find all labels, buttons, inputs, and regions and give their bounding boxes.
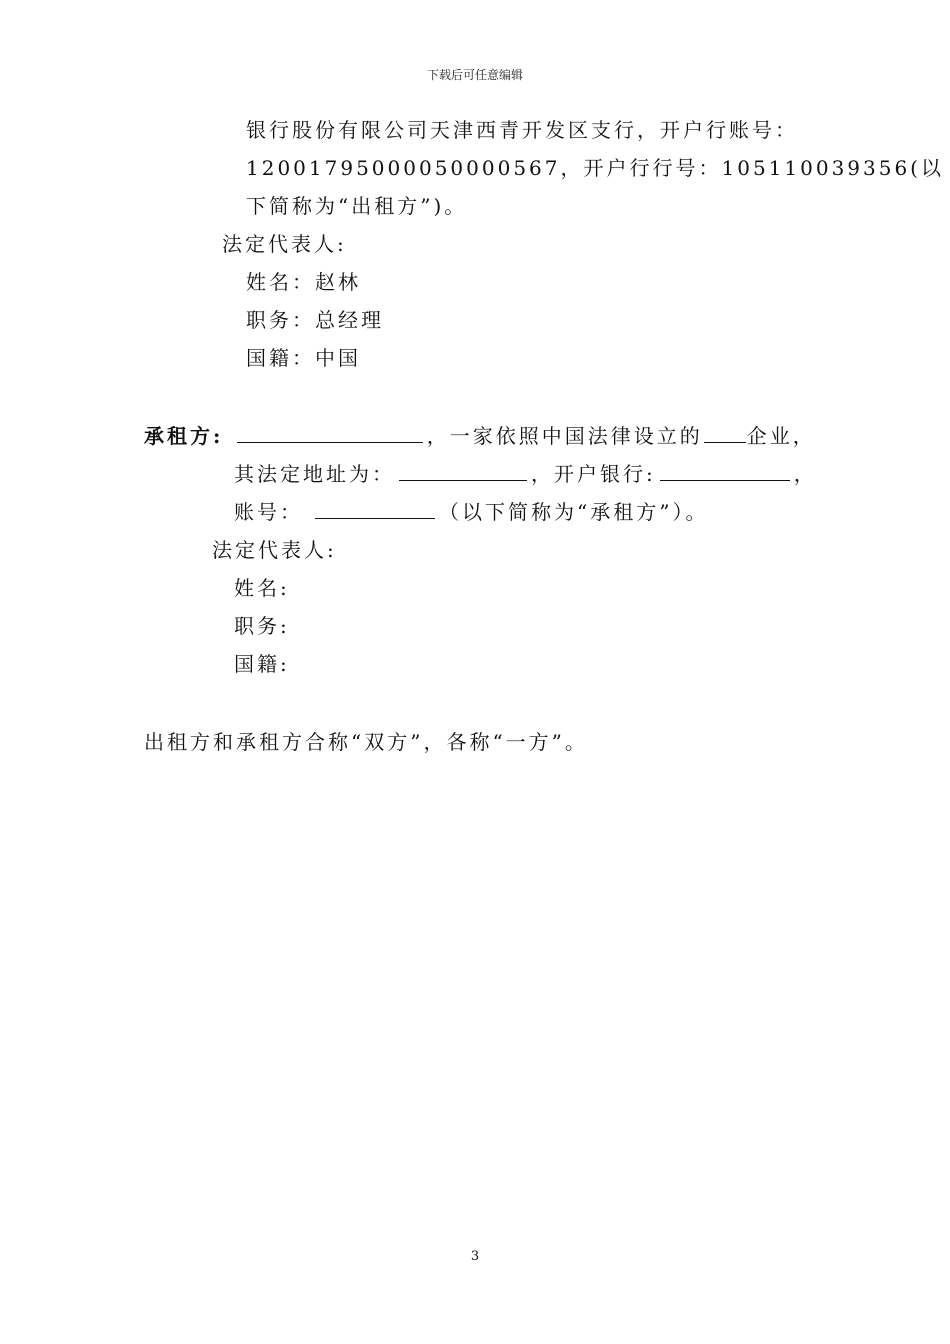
lessor-representative-label: 法定代表人: bbox=[222, 232, 347, 256]
page-header: 下载后可任意编辑 bbox=[426, 68, 523, 82]
lessee-nationality-label: 国籍: bbox=[234, 652, 290, 676]
lessee-account-blank[interactable] bbox=[315, 500, 435, 519]
lessee-representative-label: 法定代表人: bbox=[212, 538, 337, 562]
lessor-bank-line-2: 12001795000050000567，开户行行号：105110039356(以 bbox=[246, 156, 944, 180]
lessee-bank-label: ，开户银行: bbox=[531, 462, 656, 486]
lessor-bank-line-1: 银行股份有限公司天津西青开发区支行，开户行账号： bbox=[246, 118, 798, 142]
lessee-account-label: 账号： bbox=[234, 500, 303, 524]
lessee-label: 承租方: bbox=[144, 424, 224, 448]
lessee-address-label: 其法定地址为： bbox=[234, 462, 395, 486]
lessor-bank-line-3: 下简称为“出租方”)。 bbox=[246, 194, 468, 218]
lessee-name-label: 姓名: bbox=[234, 576, 290, 600]
lessee-line-1 bbox=[144, 424, 816, 448]
lessor-name: 姓名：赵林 bbox=[246, 270, 361, 294]
lessee-title-label: 职务: bbox=[234, 614, 290, 638]
lessor-title: 职务：总经理 bbox=[246, 308, 384, 332]
lessee-bank-blank[interactable] bbox=[660, 462, 790, 481]
lessee-line-2-end: ， bbox=[793, 462, 817, 486]
lessee-line-3 bbox=[234, 500, 708, 524]
lessee-line-2 bbox=[234, 462, 817, 486]
lessee-line-3-end: （以下简称为“承租方”）。 bbox=[439, 500, 709, 524]
lessee-name-blank[interactable] bbox=[237, 424, 423, 443]
lessee-address-blank[interactable] bbox=[399, 462, 527, 481]
lessee-line-1-end: 企业， bbox=[746, 424, 816, 448]
enterprise-type-blank[interactable] bbox=[704, 424, 746, 443]
page-number: 3 bbox=[470, 1249, 480, 1264]
lessee-line-1-text: ，一家依照中国法律设立的 bbox=[426, 424, 703, 448]
closing-statement: 出租方和承租方合称“双方”，各称“一方”。 bbox=[144, 730, 588, 754]
lessor-nationality: 国籍：中国 bbox=[246, 346, 361, 370]
